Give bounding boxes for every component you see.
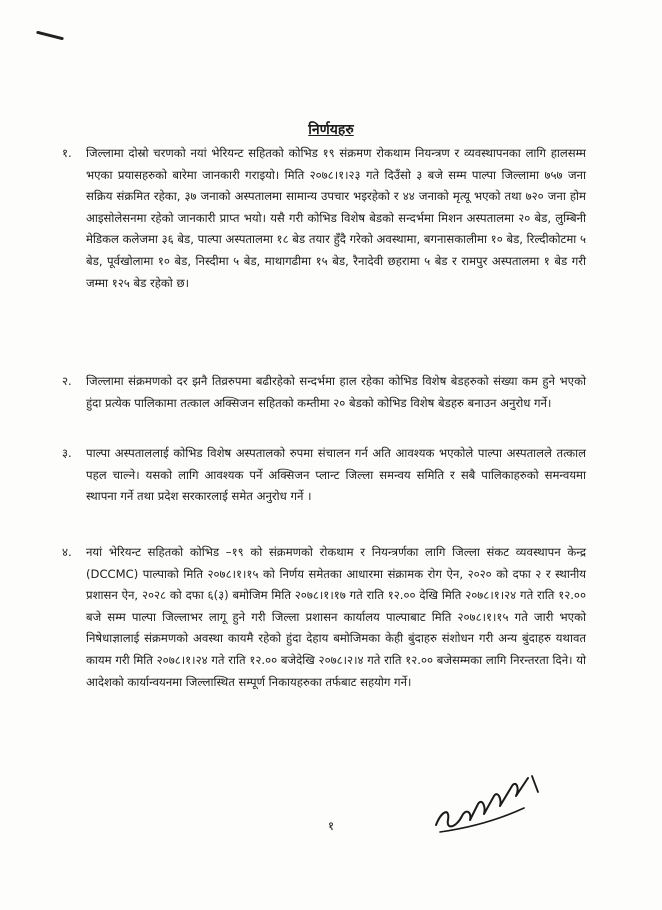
item-number: १. xyxy=(62,146,72,160)
item-number: ४. xyxy=(62,545,72,559)
item-text: पाल्पा अस्पताललाई कोभिड विशेष अस्पतालको रुपमा संचालन गर्न अति आवश्यक भएकोले पाल्पा अस्पतालले तत्काल पहल चाल्ने। यसको लागि आवश्यक पर्ने अक्सिजन प्लान्ट जिल्ला समन्वय समिति र सबै पालिकाहरुको समन्वयमा स्थापना गर्ने तथा प्रदेश सरकारलाई समेत अनुरोध गर्ने । xyxy=(86,446,586,504)
decision-item-2 xyxy=(62,371,586,414)
item-number: २. xyxy=(62,374,72,388)
page-number: १ xyxy=(327,819,335,833)
item-text: जिल्लामा दोस्रो चरणको नयां भेरियन्ट सहितको कोभिड १९ संक्रमण रोकथाम नियन्त्रण र व्यवस्थापनका लागि हालसम्म भएका प्रयासहरुको बारेमा जानकारी गराइयो। मिति २०७८।१।२३ गते दिउँसो ३ बजे सम्म पाल्पा जिल्लामा ७५७ जना सक्रिय संक्रमित रहेका, ३७ जनाको अस्पतालमा सामान्य उपचार भइरहेको र ४४ जनाको मृत्यू भएको तथा ७२० जना होम आइसोलेसनमा रहेको जानकारी प्राप्त भयो। यसै गरी कोभिड विशेष बेडको सन्दर्भमा मिशन अस्पतालमा २० बेड, लुम्बिनी मेडिकल कलेजमा ३६ बेड, पाल्पा अस्पतालमा १८ बेड तयार हुँदै गरेको अवस्थामा, बगनासकालीमा १० बेड, रिल्दीकोटमा ५ बेड, पूर्वखोलामा १० बेड, निस्दीमा ५ बेड, माथागढीमा १५ बेड, रैनादेवी छहरामा ५ बेड र रामपुर अस्पतालमा १ बेड गरी जम्मा १२५ बेड रहेको छ। xyxy=(86,146,586,290)
item-text: नयां भेरियन्ट सहितको कोभिड –१९ को संक्रमणको रोकथाम र नियन्त्रर्णका लागि जिल्ला संकट व्यवस्थापन केन्द्र (DCCMC) पाल्पाको मिति २०७८।१।१५ को निर्णय समेतका आधारमा संक्रामक रोग ऐन, २०२० को दफा २ र स्थानीय प्रशासन ऐन, २०२८ को दफा ६(३) बमोजिम मिति २०७८।१।१७ गते राति १२.०० देखि मिति २०७८।१।२४ गते राति १२.०० बजे सम्म पाल्पा जिल्लाभर लागू हुने गरी जिल्ला प्रशासन कार्यालय पाल्पाबाट मिति २०७८।१।१५ गते जारी भएको निषेधाज्ञालाई संक्रमणको अवस्था कायमै रहेको हुंदा देहाय बमोजिमका केही बुंदाहरु संशोधन गरी अन्य बुंदाहरु यथावत कायम गरी मिति २०७८।१।२४ गते राति १२.०० बजेदेखि २०७८।२।४ गते राति १२.०० बजेसम्मका लागि निरन्तरता दिने। यो आदेशको कार्यान्वयनमा जिल्लास्थित सम्पूर्ण निकायहरुका तर्फबाट सहयोग गर्ने। xyxy=(86,545,586,689)
scan-mark xyxy=(36,31,64,41)
decision-item-1 xyxy=(62,143,586,294)
decision-item-3 xyxy=(62,443,586,508)
item-number: ३. xyxy=(62,446,72,460)
item-text: जिल्लामा संक्रमणको दर झनै तिव्ररुपमा बढीरहेको सन्दर्भमा हाल रहेका कोभिड विशेष बेडहरुको संख्या कम हुने भएको हुंदा प्रत्येक पालिकामा तत्काल अक्सिजन सहितको कम्तीमा २० बेडको कोभिड विशेष बेडहरु बनाउन अनुरोध गर्ने। xyxy=(86,374,586,410)
heading-text: निर्णयहरु xyxy=(308,122,354,138)
section-heading xyxy=(0,120,662,139)
decision-item-4 xyxy=(62,542,586,693)
